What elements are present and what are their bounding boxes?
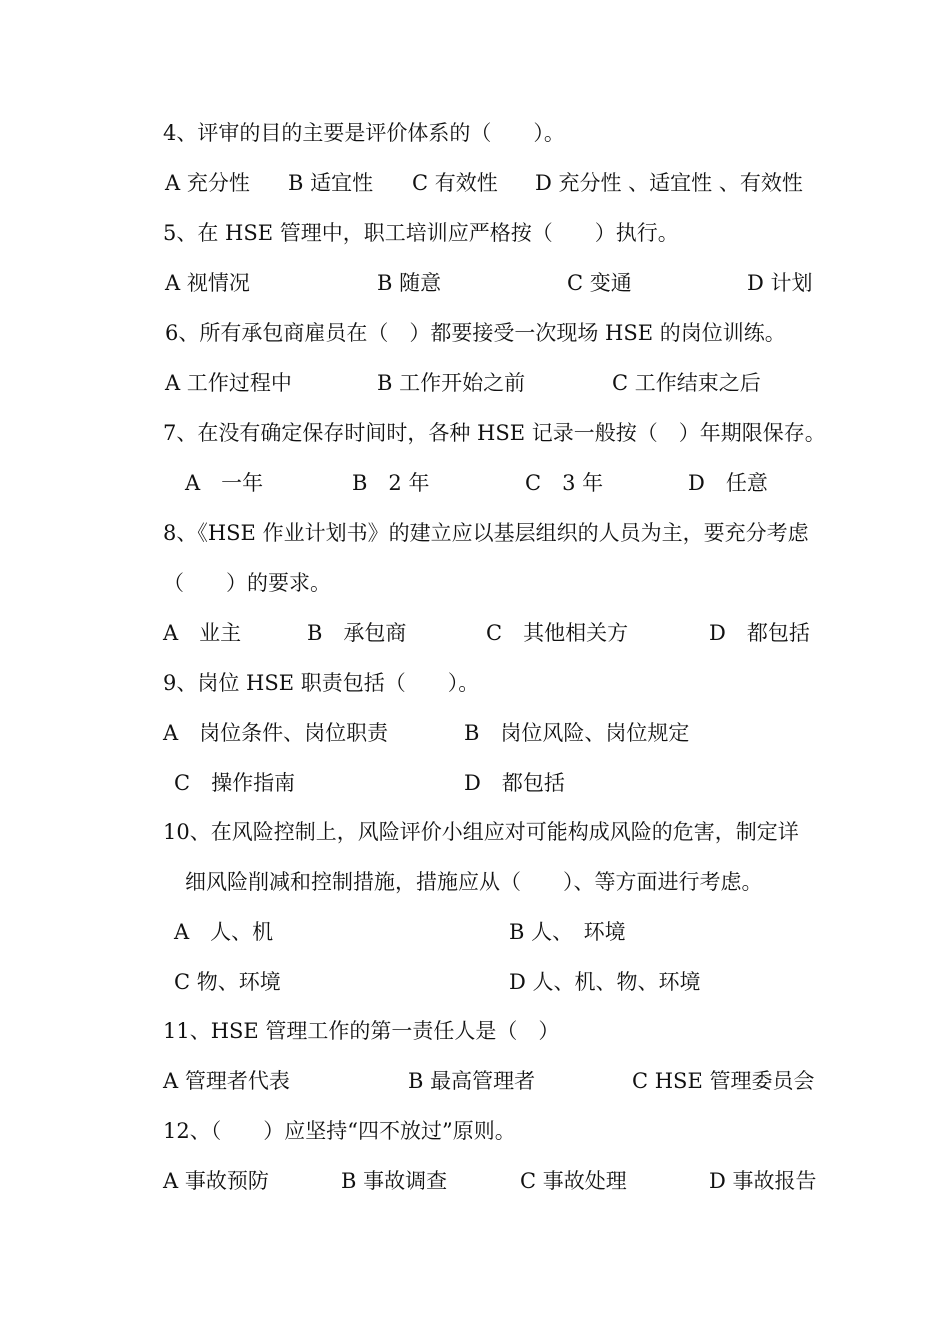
question-10-stem: 10、在风险控制上，风险评价小组应对可能构成风险的危害，制定详: [163, 820, 799, 844]
question-9-option-c: C 操作指南: [174, 771, 296, 795]
question-7-option-a: A 一年: [185, 471, 264, 495]
question-4-option-b: B 适宜性: [288, 171, 374, 195]
question-9-stem: 9、岗位 HSE 职责包括（ ）。: [163, 671, 480, 695]
question-12-stem: 12、（ ）应坚持“四不放过”原则。: [163, 1119, 516, 1143]
question-12-option-d: D 事故报告: [709, 1169, 817, 1193]
question-5-option-c: C 变通: [567, 271, 632, 295]
question-5-option-d: D 计划: [747, 271, 813, 295]
question-12-option-a: A 事故预防: [163, 1169, 269, 1193]
question-8-stem-continued: （ ）的要求。: [163, 571, 331, 595]
question-12-option-b: B 事故调查: [341, 1169, 448, 1193]
question-10-option-c: C 物、环境: [174, 970, 281, 994]
question-10-option-b: B 人、 环境: [509, 920, 626, 944]
question-8-option-a: A 业主: [163, 621, 242, 645]
question-4-stem: 4、评审的目的主要是评价体系的（ ）。: [163, 121, 565, 145]
question-12-option-c: C 事故处理: [520, 1169, 627, 1193]
question-11-option-c: C HSE 管理委员会: [632, 1069, 815, 1093]
question-8-option-d: D 都包括: [709, 621, 810, 645]
question-6-option-a: A 工作过程中: [165, 371, 292, 395]
question-5-option-b: B 随意: [377, 271, 442, 295]
question-11-stem: 11、HSE 管理工作的第一责任人是（ ）: [163, 1019, 560, 1043]
question-4-option-d: D 充分性 、适宜性 、有效性: [535, 171, 803, 195]
question-11-option-a: A 管理者代表: [163, 1069, 290, 1093]
question-9-option-b: B 岗位风险、岗位规定: [464, 721, 690, 745]
question-7-option-c: C 3 年: [525, 471, 604, 495]
question-9-option-d: D 都包括: [464, 771, 565, 795]
question-8-option-b: B 承包商: [307, 621, 407, 645]
question-7-option-d: D 任意: [688, 471, 768, 495]
question-10-option-a: A 人、机: [174, 920, 274, 944]
question-5-stem: 5、在 HSE 管理中，职工培训应严格按（ ）执行。: [163, 221, 679, 245]
question-10-option-d: D 人、机、物、环境: [509, 970, 701, 994]
question-8-option-c: C 其他相关方: [486, 621, 629, 645]
question-4-option-a: A 充分性: [165, 171, 250, 195]
question-7-option-b: B 2 年: [352, 471, 430, 495]
question-4-option-c: C 有效性: [412, 171, 498, 195]
question-6-option-b: B 工作开始之前: [377, 371, 526, 395]
question-6-stem: 6、所有承包商雇员在（ ）都要接受一次现场 HSE 的岗位训练。: [165, 321, 786, 345]
question-6-option-c: C 工作结束之后: [612, 371, 761, 395]
question-9-option-a: A 岗位条件、岗位职责: [163, 721, 389, 745]
question-10-stem-continued: 细风险削减和控制措施，措施应从（ ）、等方面进行考虑。: [185, 870, 763, 894]
question-7-stem: 7、在没有确定保存时间时，各种 HSE 记录一般按（ ）年期限保存。: [163, 421, 826, 445]
question-11-option-b: B 最高管理者: [408, 1069, 536, 1093]
question-5-option-a: A 视情况: [165, 271, 250, 295]
question-8-stem: 8、《HSE 作业计划书》的建立应以基层组织的人员为主，要充分考虑: [163, 521, 809, 545]
